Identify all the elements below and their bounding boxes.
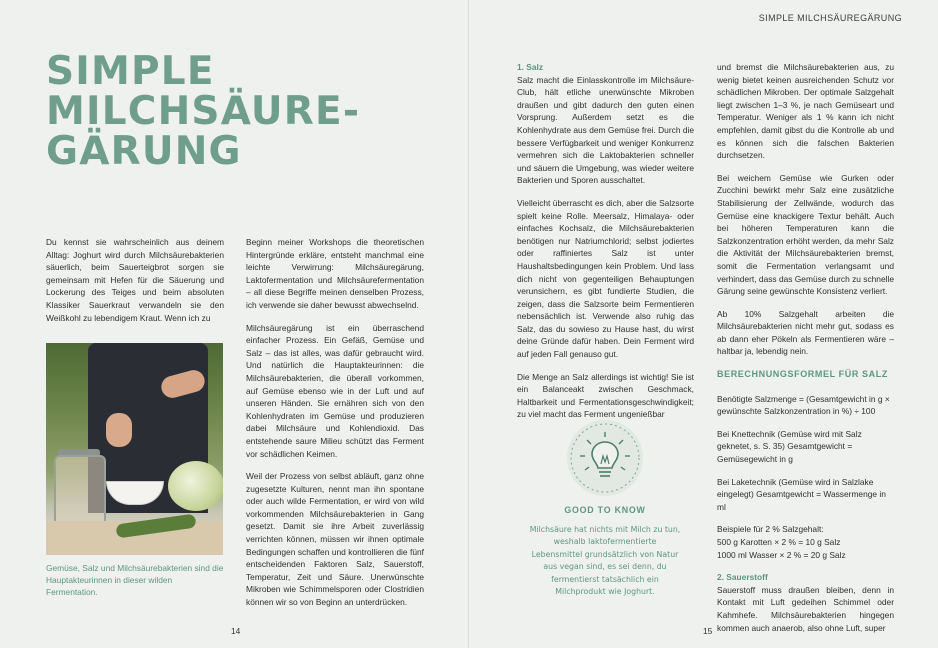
good-to-know-title: GOOD TO KNOW [564, 505, 646, 515]
col2-paragraph-3: Weil der Prozess von selbst abläuft, ganz ohne zugesetzte Kulturen, nennt man ihn spontane oder auch wilde Fermentation, er wird von wild vorkommenden Milchsäurebakterien in Gang gesetzt. Damit sie ihre Arbeit zuverlässig verrichten können, müssen wir ihnen optimale Bedingungen schaffen und kontrollieren die fünf entscheidenden Faktoren Salz, Sauerstoff, Temperatur, Zeit und Säure. Unerwünschte Mikroben wie Schimmelsporen oder Clostridien können wir so von Beginn an unterdrücken. [246, 471, 424, 608]
col3-paragraph-3: Die Menge an Salz allerdings ist wichtig! Sie ist ein Balanceakt zwischen Geschmack, Haltbarkeit und Fermentationsgeschwindigkeit; zu viel macht das Ferment ungenießbar [517, 371, 694, 420]
col2-paragraph-2: Milchsäuregärung ist ein überraschend einfacher Prozess. Ein Gefäß, Gemüse und Salz – das ist alles, was dafür gebraucht wird. Und natürlich die Hauptakteurinnen: die Milchsäurebakterien, die überall vorkommen, auf Gemüse ebenso wie in der Luft und auf unseren Händen. Sie ernähren sich von den Kohlenhydraten im Gemüse und produzieren dabei Milchsäure und Kohlendioxid. Das entstehende saure Milieu schützt das Ferment vor schädlichen Keimen. [246, 322, 424, 459]
examples-title: Beispiele für 2 % Salzgehalt: [717, 524, 824, 535]
section-heading-salz: 1. Salz [517, 62, 544, 72]
page-gutter [468, 0, 469, 648]
formula-heading: BERECHNUNGSFORMEL FÜR SALZ [717, 369, 888, 380]
title-line-2: MILCHSÄURE- [46, 89, 361, 134]
examples-block [717, 523, 894, 561]
col4-paragraph-3: Ab 10% Salzgehalt arbeiten die Milchsäurebakterien nicht mehr gut, sodass es ab dann eher Pökeln als Fermentieren wäre – haltbar ja, lebendig nein. [717, 308, 894, 357]
sauerstoff-paragraph: Sauerstoff muss draußen bleiben, denn in Kontakt mit Luft gedeihen Schimmel oder Kahmhefe. Milchsäurebakterien hingegen kommen auch anaerob, also ohne Luft, super [717, 584, 894, 633]
lightbulb-illustration [567, 420, 643, 496]
column-3 [517, 61, 694, 431]
title-line-1: SIMPLE [46, 49, 215, 94]
col4-paragraph-1: und bremst die Milchsäurebakterien aus, zu wenig bietet keinen ausreichenden Schutz vor schädlichen Mikroben. Der optimale Salzgehalt liegt zwischen 1–3 %, je nach Gemüseart und Temperatur. Weniger als 1 % kann ich nicht empfehlen, damit gibst du die Kontrolle ab und es können sich die falschen Bakterien durchsetzen. [717, 62, 894, 161]
good-to-know-body: Milchsäure hat nichts mit Milch zu tun, weshalb laktofermentierte Lebensmittel grundsätzlich von Natur aus vegan sind, es sei denn, du fermentierst tatsächlich ein Milchprodukt wie Joghurt. [529, 525, 681, 597]
column-4 [717, 61, 894, 644]
col2-paragraph-1: Beginn meiner Workshops die theoretischen Hintergründe erkläre, entsteht manchmal eine leichte Verwirrung: Milchsäuregärung, Laktofermentation und Milchsäurefermentation – all diese Begriffe meinen denselben Prozess, ich verwende sie daher bewusst abwechselnd. [246, 237, 424, 310]
chapter-title [46, 49, 361, 174]
col4-paragraph-2: Bei weichem Gemüse wie Gurken oder Zucchini bewirkt mehr Salz eine zusätzliche Stabilisierung der Zellwände, wodurch das Gemüse eine knackigere Textur behält. Auch bei höheren Temperaturen kann die Salzkonzentration erhöht werden, da mehr Salz die Aktivität der Milchsäurebakterien bremst, somit die Fermentation verlangsamt und verhindert, dass das Gemüse durch zu schnelle Gärung seine gewünschte Konsistenz verliert. [717, 172, 894, 297]
page-number-right: 15 [703, 626, 713, 636]
lake-technique-text: Bei Laketechnik (Gemüse wird in Salzlake eingelegt) Gesamtgewicht = Wassermenge in ml [717, 476, 886, 512]
photo-caption: Gemüse, Salz und Milchsäurebakterien sind die Hauptakteurinnen in dieser wilden Fermentation. [46, 563, 224, 598]
title-line-3: GÄRUNG [46, 129, 242, 174]
column-1 [46, 236, 224, 334]
example-karotten: 500 g Karotten × 2 % = 10 g Salz [717, 537, 841, 547]
running-head: SIMPLE MILCHSÄUREGÄRUNG [758, 13, 902, 23]
example-wasser: 1000 ml Wasser × 2 % = 20 g Salz [717, 549, 846, 560]
photo-hand-lower [106, 413, 132, 447]
knet-technique-text: Bei Knettechnik (Gemüse wird mit Salz geknetet, s. S. 35) Gesamtgewicht = Gemüsegewicht in g [717, 428, 862, 465]
col3-paragraph-1: Salz macht die Einlasskontrolle im Milchsäure-Club, hält etliche unerwünschte Mikroben draußen und gibt dadurch den guten einen Vorsprung. Außerdem setzt es die Kohlenhydrate aus dem Gemüse frei. Durch die bessere Verfügbarkeit und weniger Konkurrenz vermehren sich die Laktobakterien schneller und säuern die Umgebung, was wieder weitere Bakterien und Sporen ausschaltet. [517, 74, 694, 186]
formula-text: Benötigte Salzmenge = (Gesamtgewicht in g × gewünschte Salzkonzentration in %) ÷ 100 [717, 393, 890, 417]
section-heading-sauerstoff: 2. Sauerstoff [717, 572, 768, 583]
lightbulb-icon [567, 420, 643, 496]
photo-woman-fermenting [46, 343, 223, 555]
photo-cabbage [168, 461, 223, 511]
intro-paragraph: Du kennst sie wahrscheinlich aus deinem Alltag: Joghurt wird durch Milchsäurebakterien säuerlich, beim Sauerteigbrot sorgen sie gemeinsam mit Hefen für die Säuerung und Lockerung des Teiges und beim absoluten Klassiker Sauerkraut verwandeln sie den Weißkohl zu lebendigem Kraut. Wenn ich zu [46, 237, 224, 323]
col3-paragraph-2: Vielleicht überrascht es dich, aber die Salzsorte spielt keine Rolle. Meersalz, Himalaya- oder einfaches Kochsalz, die Milchsäurebakterien benötigen nur Natriumchlorid; selbst jodiertes oder raffiniertes Salz ist unter Haushaltsbedingungen kein Problem. Und lass dich nicht von gegenteiligen Behauptungen verunsichern, es gibt fundierte Studien, die zeigen, dass die Salzsorte beim Fermentieren nebensächlich ist. Verwende also ruhig das Salz, das du sowieso zu Hause hast, du wirst deine Gründe dafür haben. Dein Ferment wird auf jeden Fall genauso gut. [517, 197, 694, 360]
page-number-left: 14 [231, 626, 241, 636]
column-2 [246, 236, 424, 619]
photo-jar [54, 455, 106, 529]
